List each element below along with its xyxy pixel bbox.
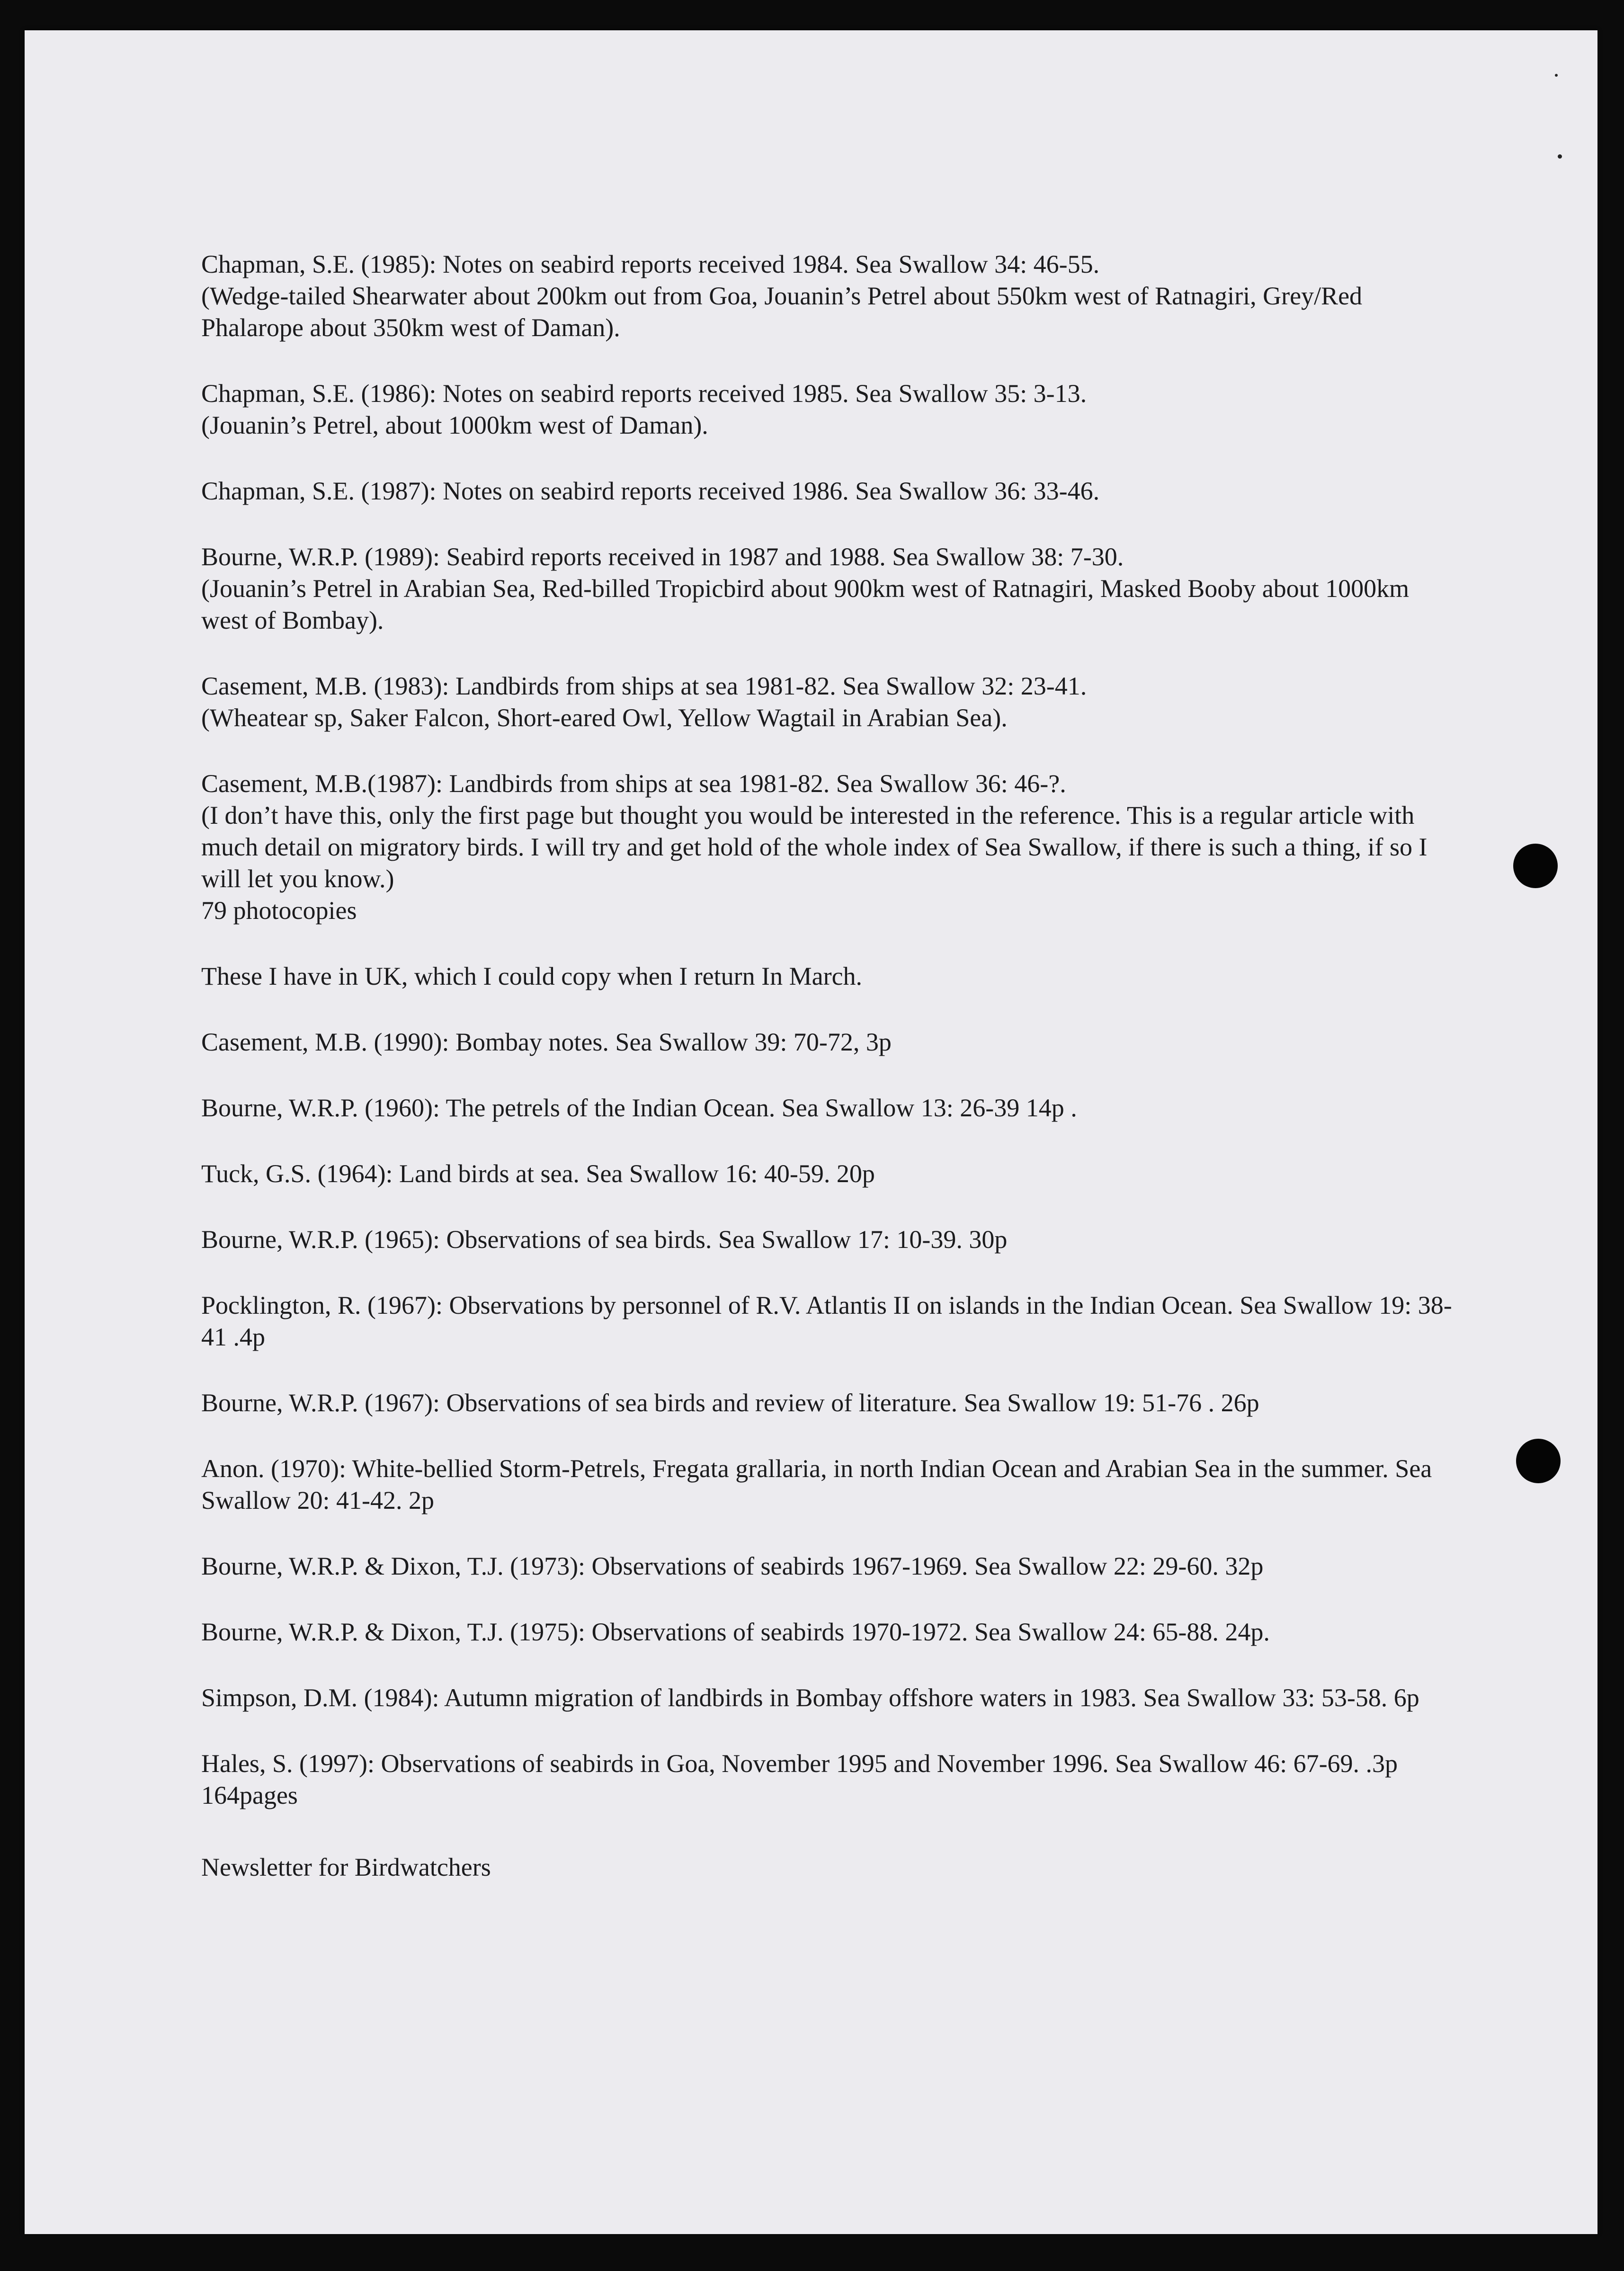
- reference-entry: [201, 1748, 1461, 1811]
- reference-note: (I don’t have this, only the first page but thought you would be interested in the reference. This is a regular article with much detail on migratory birds. I will try and get hold of the whole index of Sea Swallow, if there is such a thing, if so I will let you know.): [201, 801, 1428, 893]
- page-count: 164pages: [201, 1781, 298, 1809]
- section-heading: Newsletter for Birdwatchers: [201, 1853, 491, 1881]
- reference-entry: [201, 1682, 1461, 1714]
- reference-citation: Tuck, G.S. (1964): Land birds at sea. Sea Swallow 16: 40-59. 20p: [201, 1159, 875, 1188]
- reference-note: (Jouanin’s Petrel, about 1000km west of Daman).: [201, 411, 708, 439]
- reference-citation: Chapman, S.E. (1986): Notes on seabird reports received 1985. Sea Swallow 35: 3-13.: [201, 379, 1087, 408]
- reference-entry: [201, 249, 1461, 344]
- reference-note: (Wheatear sp, Saker Falcon, Short-eared Owl, Yellow Wagtail in Arabian Sea).: [201, 704, 1008, 732]
- document-body: [201, 249, 1461, 1909]
- reference-citation: Hales, S. (1997): Observations of seabirds in Goa, November 1995 and November 1996. Sea Swallow 46: 67-69. .3p: [201, 1749, 1398, 1778]
- uk-intro-text: These I have in UK, which I could copy when I return In March.: [201, 962, 863, 990]
- reference-citation: Casement, M.B. (1983): Landbirds from ships at sea 1981-82. Sea Swallow 32: 23-41.: [201, 672, 1087, 700]
- reference-citation: Bourne, W.R.P. (1989): Seabird reports received in 1987 and 1988. Sea Swallow 38: 7-30.: [201, 543, 1124, 571]
- reference-citation: Pocklington, R. (1967): Observations by personnel of R.V. Atlantis II on islands in the Indian Ocean. Sea Swallow 19: 38-41 .4p: [201, 1291, 1452, 1351]
- photocopy-count: 79 photocopies: [201, 896, 357, 925]
- punch-hole-bottom: [1516, 1439, 1561, 1483]
- reference-citation: Chapman, S.E. (1987): Notes on seabird reports received 1986. Sea Swallow 36: 33-46.: [201, 477, 1100, 505]
- reference-entry: [201, 670, 1461, 734]
- reference-entry: [201, 475, 1461, 507]
- reference-entry: [201, 1224, 1461, 1256]
- reference-citation: Bourne, W.R.P. (1965): Observations of sea birds. Sea Swallow 17: 10-39. 30p: [201, 1225, 1008, 1254]
- reference-entry: [201, 1290, 1461, 1353]
- reference-entry: [201, 1550, 1461, 1582]
- reference-entry: [201, 768, 1461, 926]
- reference-entry: [201, 378, 1461, 441]
- reference-citation: Anon. (1970): White-bellied Storm-Petrels, Fregata grallaria, in north Indian Ocean and Arabian Sea in the summer. Sea Swallow 20: 41-42. 2p: [201, 1454, 1432, 1514]
- reference-citation: Casement, M.B. (1990): Bombay notes. Sea Swallow 39: 70-72, 3p: [201, 1028, 892, 1056]
- reference-entry: [201, 1158, 1461, 1190]
- reference-entry: [201, 1453, 1461, 1516]
- reference-citation: Chapman, S.E. (1985): Notes on seabird reports received 1984. Sea Swallow 34: 46-55.: [201, 250, 1100, 278]
- reference-citation: Simpson, D.M. (1984): Autumn migration of landbirds in Bombay offshore waters in 1983. Sea Swallow 33: 53-58. 6p: [201, 1683, 1419, 1712]
- reference-note: (Jouanin’s Petrel in Arabian Sea, Red-billed Tropicbird about 900km west of Ratnagiri, Masked Booby about 1000km west of Bombay).: [201, 574, 1410, 634]
- reference-citation: Bourne, W.R.P. (1967): Observations of sea birds and review of literature. Sea Swallow 19: 51-76 . 26p: [201, 1389, 1259, 1417]
- reference-note: (Wedge-tailed Shearwater about 200km out from Goa, Jouanin’s Petrel about 550km west of Ratnagiri, Grey/Red Phalarope about 350km west of Daman).: [201, 282, 1363, 342]
- reference-entry: [201, 1616, 1461, 1648]
- reference-entry: [201, 1026, 1461, 1058]
- reference-entry: [201, 541, 1461, 636]
- punch-hole-top: [1513, 844, 1558, 888]
- reference-entry: [201, 1387, 1461, 1419]
- reference-citation: Bourne, W.R.P. & Dixon, T.J. (1973): Observations of seabirds 1967-1969. Sea Swallow 22: 29-60. 32p: [201, 1552, 1264, 1580]
- reference-citation: Bourne, W.R.P. (1960): The petrels of the Indian Ocean. Sea Swallow 13: 26-39 14p .: [201, 1094, 1077, 1122]
- paper-speck: [1558, 154, 1562, 159]
- reference-citation: Casement, M.B.(1987): Landbirds from ships at sea 1981-82. Sea Swallow 36: 46-?.: [201, 769, 1066, 798]
- paper-speck: [1555, 74, 1558, 77]
- reference-citation: Bourne, W.R.P. & Dixon, T.J. (1975): Observations of seabirds 1970-1972. Sea Swallow 24: 65-88. 24p.: [201, 1618, 1270, 1646]
- reference-entry: [201, 1092, 1461, 1124]
